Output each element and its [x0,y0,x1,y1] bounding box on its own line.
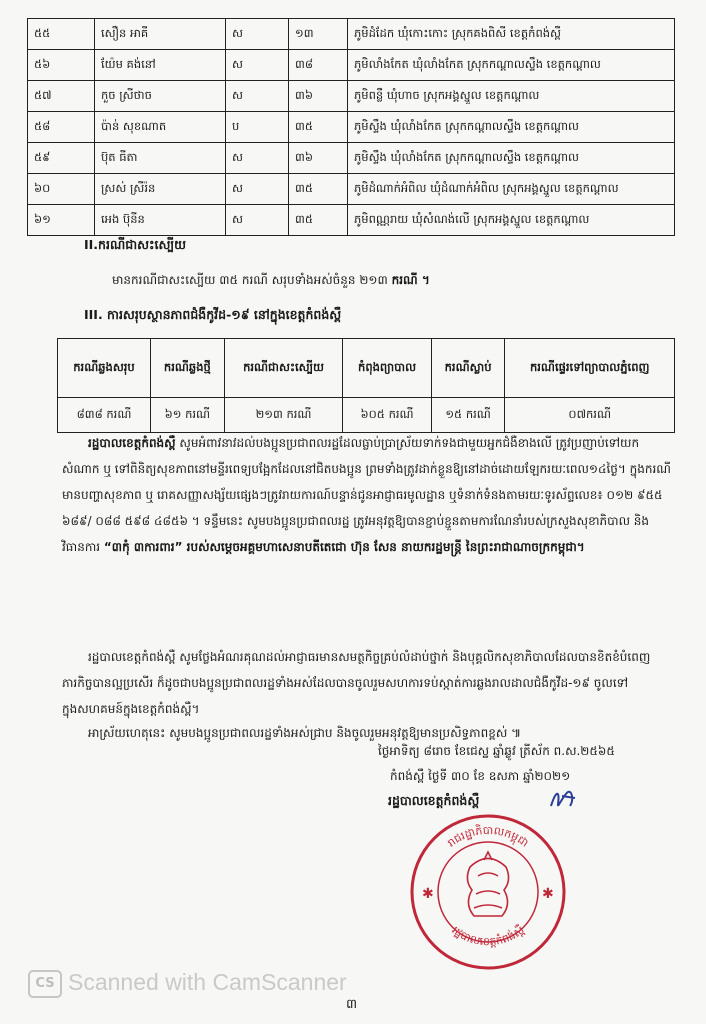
signature-mark [548,786,578,812]
cell-age: ៣៥ [289,205,348,236]
solar-date: កំពង់ស្ពឺ ថ្ងៃទី ៣០ ខែ ឧសភា ឆ្នាំ២០២១ [390,769,571,783]
lunar-date: ថ្ងៃអាទិត្យ ៨រោច ខែជេស្ឋ ឆ្នាំឆ្លូវ ត្រីស័ក ព.ស.២៥៦៥ [378,744,615,758]
table-row [28,143,675,174]
cell-age: ៣៥ [289,174,348,205]
cell-address: ភូមិលាំងកែត ឃុំលាំងកែត ស្រុកកណ្ដាលស្ទឹង ខេត្តកណ្ដាល [348,50,675,81]
cell-age: ៣៨ [289,50,348,81]
cell-number: ៥៧ [28,81,95,112]
cell-name: ប៊ុត ធីតា [95,143,226,174]
svg-text:✱: ✱ [422,886,434,902]
cell-number: ៥៩ [28,143,95,174]
table-row [28,205,675,236]
appeal-paragraph [62,430,674,560]
cell-name: ប៉ាន់ សុខណាត [95,112,226,143]
cell-number: ៦១ [28,205,95,236]
value-new-cases: ៦១ ករណី [151,398,225,433]
cell-address: ភូមិស្ទឹង ឃុំលាំងកែត ស្រុកកណ្ដាលស្ទឹង ខេត្តកណ្ដាល [348,143,675,174]
summary-table [57,338,675,433]
table-row [28,50,675,81]
header-transferred: ករណីផ្ទេរទៅព្យាបាលភ្នំពេញ [505,339,675,398]
cell-number: ៥៥ [28,19,95,50]
cases-table [27,18,675,236]
summary-header-row [58,339,675,398]
table-row [28,81,675,112]
cell-number: ៦០ [28,174,95,205]
cell-age: ៣៦ [289,81,348,112]
appeal-lead: រដ្ឋបាលខេត្តកំពង់ស្ពឺ [88,436,176,450]
recovered-summary-tail: ករណី ។ [391,273,430,287]
cell-name: កួច ស្រីថាច [95,81,226,112]
cell-age: ១៣ [289,19,348,50]
scanner-watermark: Scanned with CamScanner [68,969,347,995]
appeal-body: សូមអំពាវនាវដល់បងប្អូនប្រជាពលរដ្ឋដែលធ្លាប់ប្រាស្រ័យទាក់ទងជាមួយអ្នកជំងឺខាងលើ ត្រូវប្រញាប់ទៅយកសំណាក ឬ ទៅពិនិត្យសុខភាពនៅមន្ទីរពេទ្យបង្អែកដែលនៅជិតបងប្អូន ព្រមទាំងត្រូវដាក់ខ្លួនឱ្យនៅដាច់ដោយឡែករយៈពេល១៤ថ្ងៃ។ ក្នុងករណីមានបញ្ហាសុខភាព ឬ រោគសញ្ញាសង្ស័យផ្សេងៗត្រូវរាយការណ៍បន្ទាន់ជូនអាជ្ញាធរមូលដ្ឋាន ឬទំនាក់ទំនងតាមរយៈទូរស័ព្ទលេខ៖ ០១២ ៩៥៥ ៦៨៩/ ០៨៨ ៥៩៨ ៤៨៥៦ ។ ទន្ទឹមនេះ សូមបងប្អូនប្រជាពលរដ្ឋ ត្រូវអនុវត្តឱ្យបានខ្ជាប់ខ្ជួនតាមការណែនាំរបស់ក្រសួងសុខាភិបាល និង វិធានការ [62,436,671,554]
page-number: ៣ [346,997,358,1012]
seal-text-top: រាជរដ្ឋាភិបាលកម្ពុជា [444,824,531,850]
cell-sex: ប [226,112,289,143]
summary-value-row [58,398,675,433]
value-transferred: ០៧ករណី [505,398,675,433]
signer-title: រដ្ឋបាលខេត្តកំពង់ស្ពឺ [388,793,480,808]
appeal-tail: “៣កុំ ៣ការពារ” របស់សម្ដេចអគ្គមហាសេនាបតីតេជោ ហ៊ុន សែន នាយករដ្ឋមន្ដ្រី នៃព្រះរាជាណាចក្រកម្ពុជា។ [103,540,585,554]
recovered-summary: មានករណីជាសះស្បើយ ៣៥ ករណី សរុបទាំងអស់ចំនួន ២១៣ [112,273,388,287]
svg-text:រាជរដ្ឋាភិបាលកម្ពុជា [445,823,531,849]
header-new-cases: ករណីឆ្លងថ្មី [151,339,225,398]
cell-age: ៣៦ [289,143,348,174]
official-seal [408,812,568,972]
value-deaths: ១៥ ករណី [431,398,505,433]
cell-name: សឿន អាគី [95,19,226,50]
table-row [28,174,675,205]
value-total-cases: ៨៣៨ ករណី [58,398,151,433]
cell-address: ភូមិដំណាក់អំពិល ឃុំដំណាក់អំពិល ស្រុកអង្គស្នួល ខេត្តកណ្ដាល [348,174,675,205]
section-3-heading: III. ការសរុបស្ថានភាពជំងឺកូវីដ-១៩ នៅក្នុងខេត្តកំពង់ស្ពឺ [84,307,342,322]
section-2-text [112,272,430,290]
cell-name: ស្រស់ ស្រីរ៉ន [95,174,226,205]
value-recovered: ២១៣ ករណី [224,398,343,433]
seal-text-bottom: រដ្ឋបាលខេត្តកំពង់ស្ពឺ [449,923,527,949]
cell-sex: ស [226,174,289,205]
camscanner-logo-icon: CS [28,970,62,998]
closing-paragraph: អាស្រ័យហេតុនេះ សូមបងប្អូនប្រជាពលរដ្ឋទាំងអស់ជ្រាប និងចូលរួមអនុវត្តឱ្យមានប្រសិទ្ធភាពខ្ពស់ ៕ [88,726,522,740]
header-deaths: ករណីស្លាប់ [431,339,505,398]
header-recovered: ករណីជាសះស្បើយ [224,339,343,398]
cell-number: ៥៦ [28,50,95,81]
value-in-treatment: ៦០៥ ករណី [343,398,431,433]
table-row [28,19,675,50]
cell-sex: ស [226,81,289,112]
section-2-heading: II.ករណីជាសះស្បើយ [84,237,187,252]
svg-text:រដ្ឋបាលខេត្តកំពង់ស្ពឺ [449,923,527,949]
cell-sex: ស [226,143,289,174]
cell-address: ភូមិពន្លឺ ឃុំហាច ស្រុកអង្គស្នួល ខេត្តកណ្ដាល [348,81,675,112]
svg-text:✱: ✱ [542,886,554,902]
cell-address: ភូមិពណ្ណរាយ ឃុំសំណង់លើ ស្រុកអង្គស្នួល ខេត្តកណ្ដាល [348,205,675,236]
cell-address: ភូមិស្ទឹង ឃុំលាំងកែត ស្រុកកណ្ដាលស្ទឹង ខេត្តកណ្ដាល [348,112,675,143]
cell-age: ៣៥ [289,112,348,143]
cell-sex: ស [226,205,289,236]
cell-number: ៥៨ [28,112,95,143]
cell-address: ភូមិដំដែក ឃុំកោះកោះ ស្រុកគងពិសី ខេត្តកំពង់ស្ពឺ [348,19,675,50]
cell-name: អេង ប៊ុនីន [95,205,226,236]
header-total-cases: ករណីឆ្លងសរុប [58,339,151,398]
header-in-treatment: កំពុងព្យាបាល [343,339,431,398]
cell-sex: ស [226,50,289,81]
thanks-paragraph: រដ្ឋបាលខេត្តកំពង់ស្ពឺ សូមថ្លែងអំណរគុណដល់អាជ្ញាធរមានសមត្ថកិច្ចគ្រប់លំដាប់ថ្នាក់ និងបុគ្គលិកសុខាភិបាលដែលបានខិតខំបំពេញភារកិច្ចបានល្អប្រសើរ ក៏ដូចជាបងប្អូនប្រជាពលរដ្ឋទាំងអស់ដែលបានចូលរួមសហការទប់ស្កាត់ការឆ្លងរាលដាលជំងឺកូវីដ-១៩ ចូលទៅក្នុងសហគមន៍ក្នុងខេត្តកំពង់ស្ពឺ។ [62,650,651,716]
table-row [28,112,675,143]
cell-sex: ស [226,19,289,50]
cell-name: យ៉ែម គង់នៅ [95,50,226,81]
